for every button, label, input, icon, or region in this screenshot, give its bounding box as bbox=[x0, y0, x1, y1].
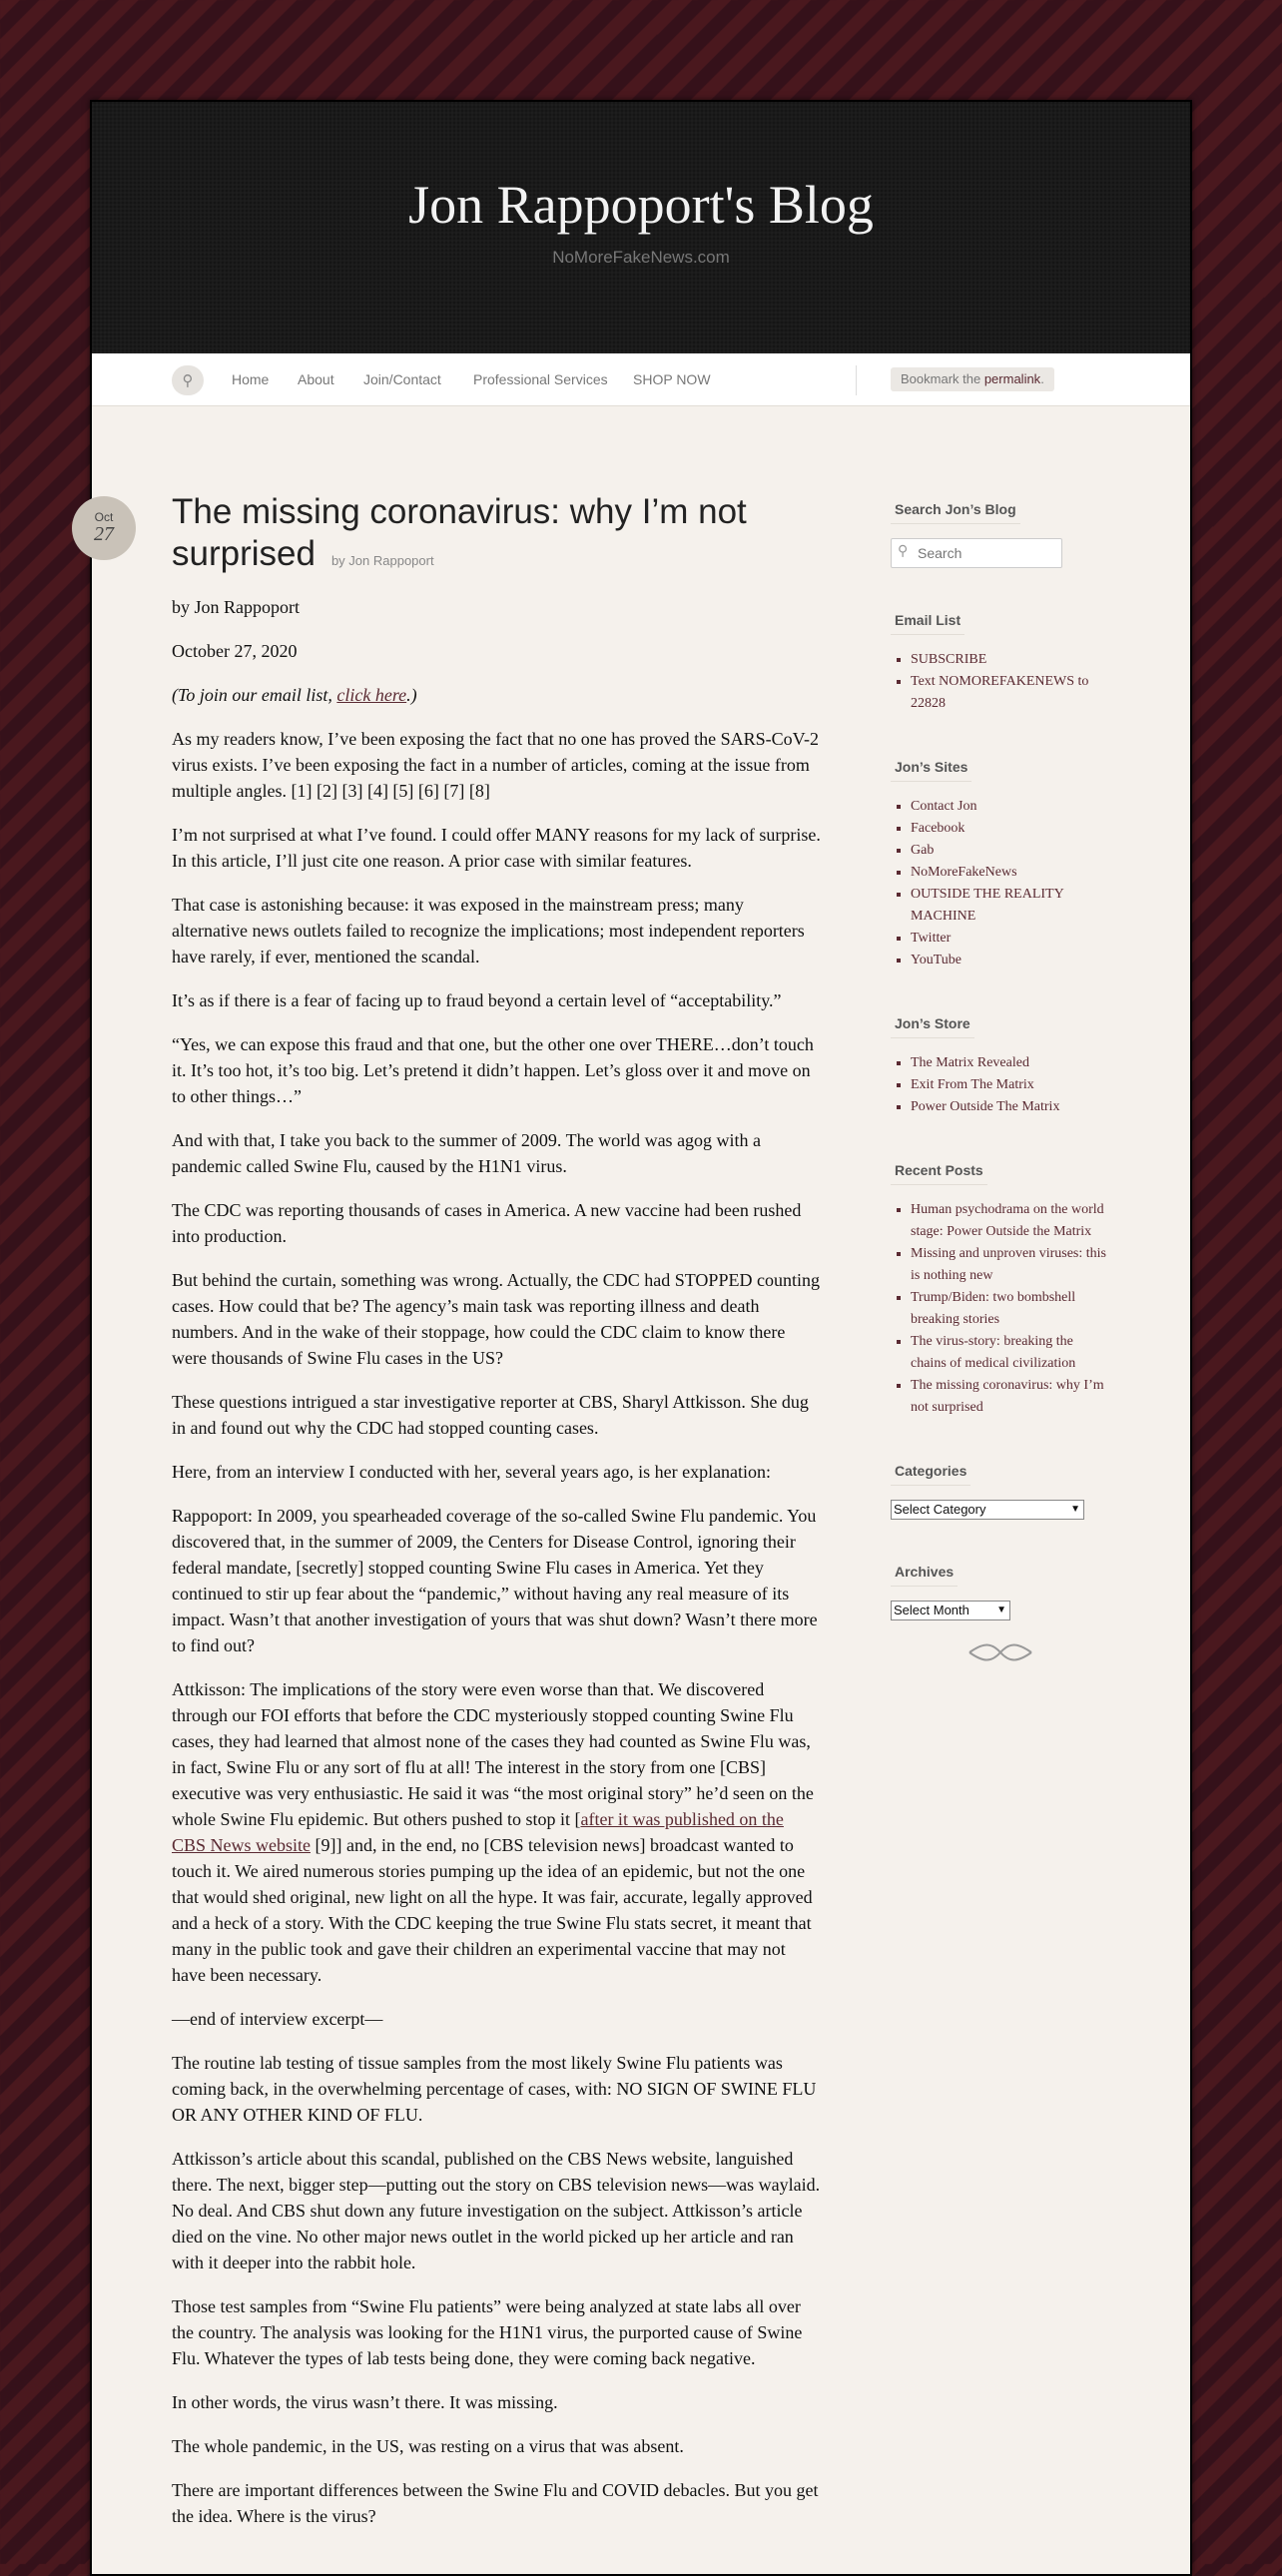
nav-divider bbox=[856, 365, 857, 395]
site-link-facebook[interactable]: ▪ Facebook bbox=[911, 818, 1110, 840]
site-tagline: NoMoreFakeNews.com bbox=[552, 248, 730, 267]
archives-select-value: Select Month bbox=[894, 1603, 969, 1617]
join-email-note bbox=[172, 682, 821, 708]
site-link-youtube[interactable]: ▪ YouTube bbox=[911, 950, 1110, 971]
paragraph: Here, from an interview I conducted with her, several years ago, is her explanation: bbox=[172, 1462, 772, 1482]
bookmark-suffix: . bbox=[1040, 371, 1044, 386]
store-link-power-outside[interactable]: ▪ Power Outside The Matrix bbox=[911, 1096, 1110, 1118]
paragraph: That case is astonishing because: it was exposed in the mainstream press; many alternative news outlets failed to recognize the implications; most independent reporters have rarely, if ever, mentioned the scandal. bbox=[172, 895, 805, 966]
paragraph: The whole pandemic, in the US, was resting on a virus that was absent. bbox=[172, 2436, 684, 2456]
post-date-badge bbox=[72, 496, 136, 560]
paragraph: The CDC was reporting thousands of cases in America. A new vaccine had been rushed into production. bbox=[172, 1200, 802, 1246]
paragraph: But behind the curtain, something was wrong. Actually, the CDC had STOPPED counting cases. How could that be? The agency’s main task was reporting illness and death numbers. And in the wake of their stoppage, how could the CDC claim to know there were thousands of Swine Flu cases in the US? bbox=[172, 1270, 820, 1368]
paragraph: “Yes, we can expose this fraud and that one, but the other one over THERE…don’t touch it. It’s too hot, it’s too big. Let’s pretend it didn’t happen. Let’s gloss over it and move on to other things…” bbox=[172, 1034, 814, 1106]
nav-home[interactable]: Home bbox=[232, 371, 270, 387]
sidebar bbox=[891, 501, 1110, 1671]
site-link-contact[interactable]: ▪ Contact Jon bbox=[911, 796, 1110, 818]
join-suffix: .) bbox=[406, 685, 417, 705]
nav-about[interactable]: About bbox=[298, 371, 334, 387]
post-body bbox=[172, 594, 821, 2529]
chevron-down-icon: ▼ bbox=[996, 1605, 1006, 1615]
email-widget bbox=[891, 612, 1110, 715]
paragraph: by Jon Rappoport bbox=[172, 597, 300, 617]
post-title bbox=[172, 491, 821, 582]
attkisson-text-after: [9]] and, in the end, no [CBS television news] broadcast wanted to touch it. We aired numerous stories pumping up the idea of an epidemic, but not the one that would shed original, new light on all the hype. It was fair, accurate, legally approved and a heck of a story. With the CDC keeping the true Swine Flu stats secret, it meant that many in the public took and gave their children an experimental vaccine that may not have been necessary. bbox=[172, 1835, 813, 1985]
ornament-icon bbox=[891, 1640, 1110, 1671]
email-item-subscribe[interactable]: ▪ SUBSCRIBE bbox=[911, 649, 1110, 671]
search-widget-title: Search Jon’s Blog bbox=[891, 501, 1020, 524]
recent-post-link[interactable]: ▪ Trump/Biden: two bombshell breaking stories bbox=[911, 1287, 1110, 1331]
categories-widget bbox=[891, 1463, 1110, 1520]
archives-title: Archives bbox=[891, 1564, 958, 1587]
nav-professional-services[interactable]: Professional Services bbox=[473, 371, 608, 387]
paragraph: In other words, the virus wasn’t there. It was missing. bbox=[172, 2392, 558, 2412]
store-widget bbox=[891, 1015, 1110, 1118]
site-link-nomorefakenews[interactable]: ▪ NoMoreFakeNews bbox=[911, 862, 1110, 884]
site-link-gab[interactable]: ▪ Gab bbox=[911, 840, 1110, 862]
join-prefix: (To join our email list, bbox=[172, 685, 337, 705]
archives-widget bbox=[891, 1564, 1110, 1620]
paragraph: These questions intrigued a star investigative reporter at CBS, Sharyl Attkisson. She dug in and found out why the CDC had stopped counting cases. bbox=[172, 1392, 809, 1438]
navbar bbox=[92, 353, 1190, 406]
masthead bbox=[92, 102, 1190, 353]
recent-post-link[interactable]: ▪ Human psychodrama on the world stage: Power Outside the Matrix bbox=[911, 1199, 1110, 1243]
post-byline[interactable]: by Jon Rappoport bbox=[330, 553, 434, 568]
paragraph: Those test samples from “Swine Flu patients” were being analyzed at state labs all over the country. The analysis was looking for the H1N1 virus, the purported cause of Swine Flu. Whatever the types of lab tests being done, they were coming back negative. bbox=[172, 2296, 803, 2368]
nav-join-contact[interactable]: Join/Contact bbox=[363, 371, 441, 387]
nav-shop-now[interactable]: SHOP NOW bbox=[633, 371, 711, 387]
recent-post-link[interactable]: ▪ The missing coronavirus: why I’m not surprised bbox=[911, 1375, 1110, 1419]
sidebar-search-box bbox=[891, 538, 1062, 568]
paragraph: October 27, 2020 bbox=[172, 641, 298, 661]
paragraph: I’m not surprised at what I’ve found. I could offer MANY reasons for my lack of surprise. In this article, I’ll just cite one reason. A prior case with similar features. bbox=[172, 825, 821, 871]
post-content bbox=[172, 491, 821, 2547]
paragraph: Rappoport: In 2009, you spearheaded coverage of the so-called Swine Flu pandemic. You discovered that, in the summer of 2009, the Centers for Disease Control, ignoring their federal mandate, [secretly] stopped counting Swine Flu cases in America. Yet they continued to stir up fear about the “pandemic,” without having any real measure of its impact. Wasn’t that another investigation of yours that was shut down? Wasn’t there more to find out? bbox=[172, 1506, 818, 1655]
recent-posts-list bbox=[891, 1199, 1110, 1419]
store-list bbox=[891, 1052, 1110, 1118]
search-icon: ⚲ bbox=[898, 543, 909, 559]
sites-widget bbox=[891, 759, 1110, 971]
paragraph: The routine lab testing of tissue samples from the most likely Swine Flu patients was coming back, in the overwhelming percentage of cases, with: NO SIGN OF SWINE FLU OR ANY OTHER KIND OF FLU. bbox=[172, 2053, 817, 2125]
paragraph: As my readers know, I’ve been exposing the fact that no one has proved the SARS-CoV-2 virus exists. I’ve been exposing the fact in a number of articles, coming at the issue from multiple angles. [1] [2] [3] [4] [5] [6] [7] [8] bbox=[172, 729, 820, 801]
email-widget-title: Email List bbox=[891, 612, 964, 635]
search-icon[interactable]: ⚲ bbox=[172, 365, 204, 395]
site-title[interactable]: Jon Rappoport's Blog bbox=[408, 175, 874, 235]
recent-posts-title: Recent Posts bbox=[891, 1162, 987, 1185]
recent-post-link[interactable]: ▪ The virus-story: breaking the chains of medical civilization bbox=[911, 1331, 1110, 1375]
attkisson-text-before: Attkisson: The implications of the story were even worse than that. We discovered through our FOI efforts that before the CDC mysteriously stopped counting Swine Flu cases, they had learned that almost none of the cases they had counted as Swine Flu was, in fact, Swine Flu or any sort of flu at all! The interest in the story from one [CBS] executive was very enthusiastic. He said it was “the most original story” he’d seen on the whole Swine Flu epidemic. But others pushed to stop it [ bbox=[172, 1679, 814, 1829]
email-item-text[interactable]: ▪ Text NOMOREFAKENEWS to 22828 bbox=[911, 671, 1110, 715]
recent-post-link[interactable]: ▪ Missing and unproven viruses: this is nothing new bbox=[911, 1243, 1110, 1287]
site-link-twitter[interactable]: ▪ Twitter bbox=[911, 928, 1110, 950]
categories-select-value: Select Category bbox=[894, 1502, 986, 1517]
categories-title: Categories bbox=[891, 1463, 970, 1486]
store-widget-title: Jon’s Store bbox=[891, 1015, 974, 1038]
bookmark-notice bbox=[891, 367, 1054, 391]
paragraph: And with that, I take you back to the summer of 2009. The world was agog with a pandemic called Swine Flu, caused by the H1N1 virus. bbox=[172, 1130, 762, 1176]
store-link-exit-matrix[interactable]: ▪ Exit From The Matrix bbox=[911, 1074, 1110, 1096]
recent-posts-widget bbox=[891, 1162, 1110, 1419]
sites-widget-title: Jon’s Sites bbox=[891, 759, 971, 782]
cbs-article-link[interactable]: after it was published on the CBS News website bbox=[172, 1809, 784, 1855]
site-link-outside-reality[interactable]: ▪ OUTSIDE THE REALITY MACHINE bbox=[911, 884, 1110, 928]
date-day: 27 bbox=[94, 523, 114, 545]
join-email-link[interactable]: click here bbox=[336, 685, 407, 705]
permalink-link[interactable]: permalink bbox=[983, 371, 1041, 386]
attkisson-paragraph bbox=[172, 1676, 821, 1988]
search-widget bbox=[891, 501, 1110, 568]
paragraph: Attkisson’s article about this scandal, published on the CBS News website, languished there. The next, bigger step—putting out the story on CBS television news—was waylaid. No deal. And CBS shut down any future investigation on the subject. Attkisson’s article died on the vine. No other major news outlet in the world picked up her article and ran with it deeper into the rabbit hole. bbox=[172, 2149, 821, 2272]
archives-select[interactable] bbox=[891, 1601, 1010, 1620]
sidebar-search-input[interactable] bbox=[916, 542, 1059, 564]
bookmark-prefix: Bookmark the bbox=[901, 371, 981, 386]
store-link-matrix-revealed[interactable]: ▪ The Matrix Revealed bbox=[911, 1052, 1110, 1074]
categories-select[interactable] bbox=[891, 1500, 1084, 1520]
paragraph: —end of interview excerpt— bbox=[172, 2009, 383, 2029]
paragraph: It’s as if there is a fear of facing up to fraud beyond a certain level of “acceptability.” bbox=[172, 990, 782, 1010]
paragraph: There are important differences between the Swine Flu and COVID debacles. But you get the idea. Where is the virus? bbox=[172, 2480, 819, 2526]
email-list bbox=[891, 649, 1110, 715]
page bbox=[90, 100, 1192, 2576]
chevron-down-icon: ▼ bbox=[1070, 1504, 1080, 1515]
post-title-text[interactable]: The missing coronavirus: why I’m not surprised bbox=[172, 492, 747, 573]
sites-list bbox=[891, 796, 1110, 971]
date-month: Oct bbox=[94, 510, 114, 524]
